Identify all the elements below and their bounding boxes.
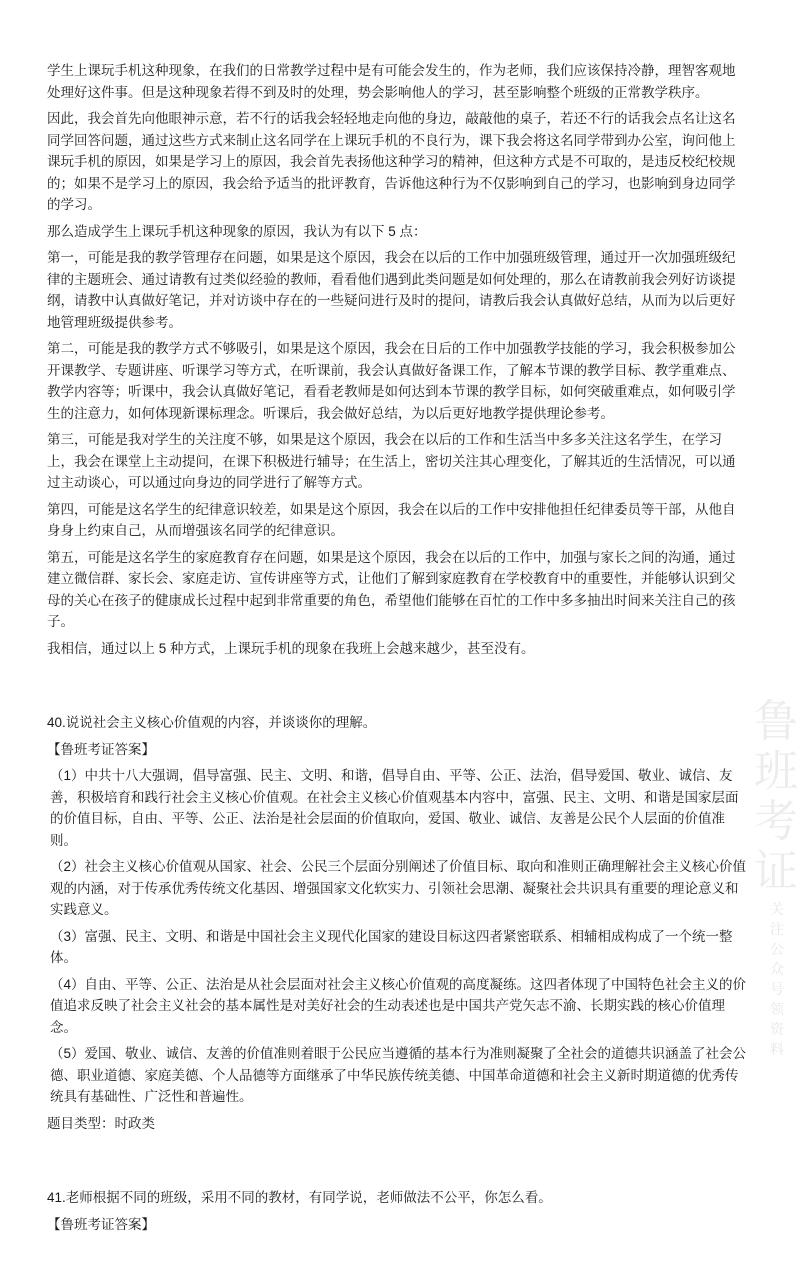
answer-point: （3）富强、民主、文明、和谐是中国社会主义现代化国家的建设目标这四者紧密联系、相辅相成构成了一个统一整体。 (50, 928, 733, 965)
answer-point: （2）社会主义核心价值观从国家、社会、公民三个层面分别阐述了价值目标、取向和准则正确理解社会主义核心价值观的内涵，对于传承优秀传统文化基因、增强国家文化软实力、引领社会思潮、凝聚社会共识具有重要的理论意义和实践意义。 (50, 859, 747, 917)
spacer (47, 664, 747, 712)
paragraph: 第三，可能是我对学生的关注度不够，如果是这个原因，我会在以后的工作和生活当中多多关注这名学生，在学习上，我会在课堂上主动提问，在课下积极进行辅导；在生活上，密切关注其心理变化，了解其近的生活情况，可以通过主动谈心，可以通过向身边的同学进行了解等方式。 (47, 432, 736, 490)
answer-point: （4）自由、平等、公正、法治是从社会层面对社会主义核心价值观的高度凝练。这四者体现了中国特色社会主义的价值追求反映了社会主义社会的基本属性是对美好社会的生动表述也是中国共产党矢志不渝、长期实践的核心价值理念。 (50, 976, 747, 1035)
paragraph: 第一，可能是我的教学管理存在问题，如果是这个原因，我会在以后的工作中加强班级管理，通过开一次加强班级纪律的主题班会、通过请教有过类似经验的教师，看看他们遇到此类问题是如何处理的，那么在请教前我会列好访谈提纲，请教中认真做好笔记，并对访谈中存在的一些疑问进行及时的提问，请教后我会认真做好总结，从而为以后更好地管理班级提供参考。 (47, 250, 736, 330)
spacer (47, 1139, 747, 1187)
paragraph: 我相信，通过以上 5 种方式，上课玩手机的现象在我班上会越来越少，甚至没有。 (47, 640, 535, 656)
paragraph: 第二，可能是我的教学方式不够吸引，如果是这个原因，我会在日后的工作中加强教学技能的学习，我会积极参加公开课教学、专题讲座、听课学习等方式，在听课前，我会认真做好备课工作，了解本节课的教学目标、教学重难点、教学内容等；听课中，我会认真做好笔记，看看老教师是如何达到本节课的教学目标，如何突破重难点，如何吸引学生的注意力，如何体现新课标理念。听课后，我会做好总结，为以后更好地教学提供理论参考。 (47, 341, 736, 421)
answer-point: （1）中共十八大强调，倡导富强、民主、文明、和谐，倡导自由、平等、公正、法治，倡导爱国、敬业、诚信、友善，积极培育和践行社会主义核心价值观。在社会主义核心价值观基本内容中，富强、民主、文明、和谐是国家层面的价值目标，自由、平等、公正、法治是社会层面的价值取向，爱国、敬业、诚信、友善是公民个人层面的价值准则。 (50, 768, 739, 848)
watermark-char: 班 (754, 746, 798, 797)
paragraph: 因此，我会首先向他眼神示意，若不行的话我会轻轻地走向他的身边，敲敲他的桌子，若还不行的话我会点名让这名同学回答问题，通过这些方式来制止这名同学在上课玩手机的不良行为，课下我会将这名同学带到办公室，询问他上课玩手机的原因，如果是学习上的原因，我会首先表扬他这种学习的精神，但这种方式是不可取的，是违反校纪校规的；如果不是学习上的原因，我会给予适当的批评教育，告诉他这种行为不仅影响到自己的学习，也影响到身边同学的学习。 (47, 111, 736, 212)
paragraph: 第五，可能是这名学生的家庭教育存在问题，如果是这个原因，我会在以后的工作中，加强与家长之间的沟通，通过建立微信群、家长会、家庭走访、宣传讲座等方式，让他们了解到家庭教育在学校教育中的重要性，并能够认识到父母的关心在孩子的健康成长过程中起到非常重要的角色，希望他们能够在百忙的工作中多多抽出时间来关注自己的孩子。 (47, 549, 736, 629)
answer-point: （5）爱国、敬业、诚信、友善的价值准则着眼于公民应当遵循的基本行为准则凝聚了全社会的道德共识涵盖了社会公德、职业道德、家庭美德、个人品德等方面继承了中华民族传统美德、中国革命道德和社会主义新时期道德的优秀传统具有基础性、广泛性和普遍性。 (50, 1046, 747, 1104)
watermark-caption: 关注公众号领资料 (770, 902, 784, 1058)
paragraph: 学生上课玩手机这种现象，在我们的日常教学过程中是有可能会发生的，作为老师，我们应该保持冷静，理智客观地处理好这件事。但是这种现象若得不到及时的处理，势会影响他人的学习，甚至影响整个班级的正常教学秩序。 (47, 63, 736, 100)
watermark-char: 证 (754, 846, 798, 897)
answer-label: 【鲁班考证答案】 (47, 1216, 155, 1232)
paragraph: 第四，可能是这名学生的纪律意识较差，如果是这个原因，我会在以后的工作中安排他担任纪律委员等干部，从他自身身上约束自己，从而增强该名同学的纪律意识。 (47, 501, 736, 538)
question-type: 题目类型：时政类 (47, 1115, 155, 1131)
watermark-char: 考 (754, 796, 798, 847)
paragraph: 那么造成学生上课玩手机这种现象的原因，我认为有以下 5 点： (47, 223, 427, 239)
watermark-char: 鲁 (754, 696, 798, 747)
question-41: 41.老师根据不同的班级，采用不同的教材，有同学说，老师做法不公平，你怎么看。 (47, 1190, 552, 1205)
answer-label: 【鲁班考证答案】 (47, 741, 155, 757)
question-40: 40.说说社会主义核心价值观的内容，并谈谈你的理解。 (47, 715, 377, 730)
